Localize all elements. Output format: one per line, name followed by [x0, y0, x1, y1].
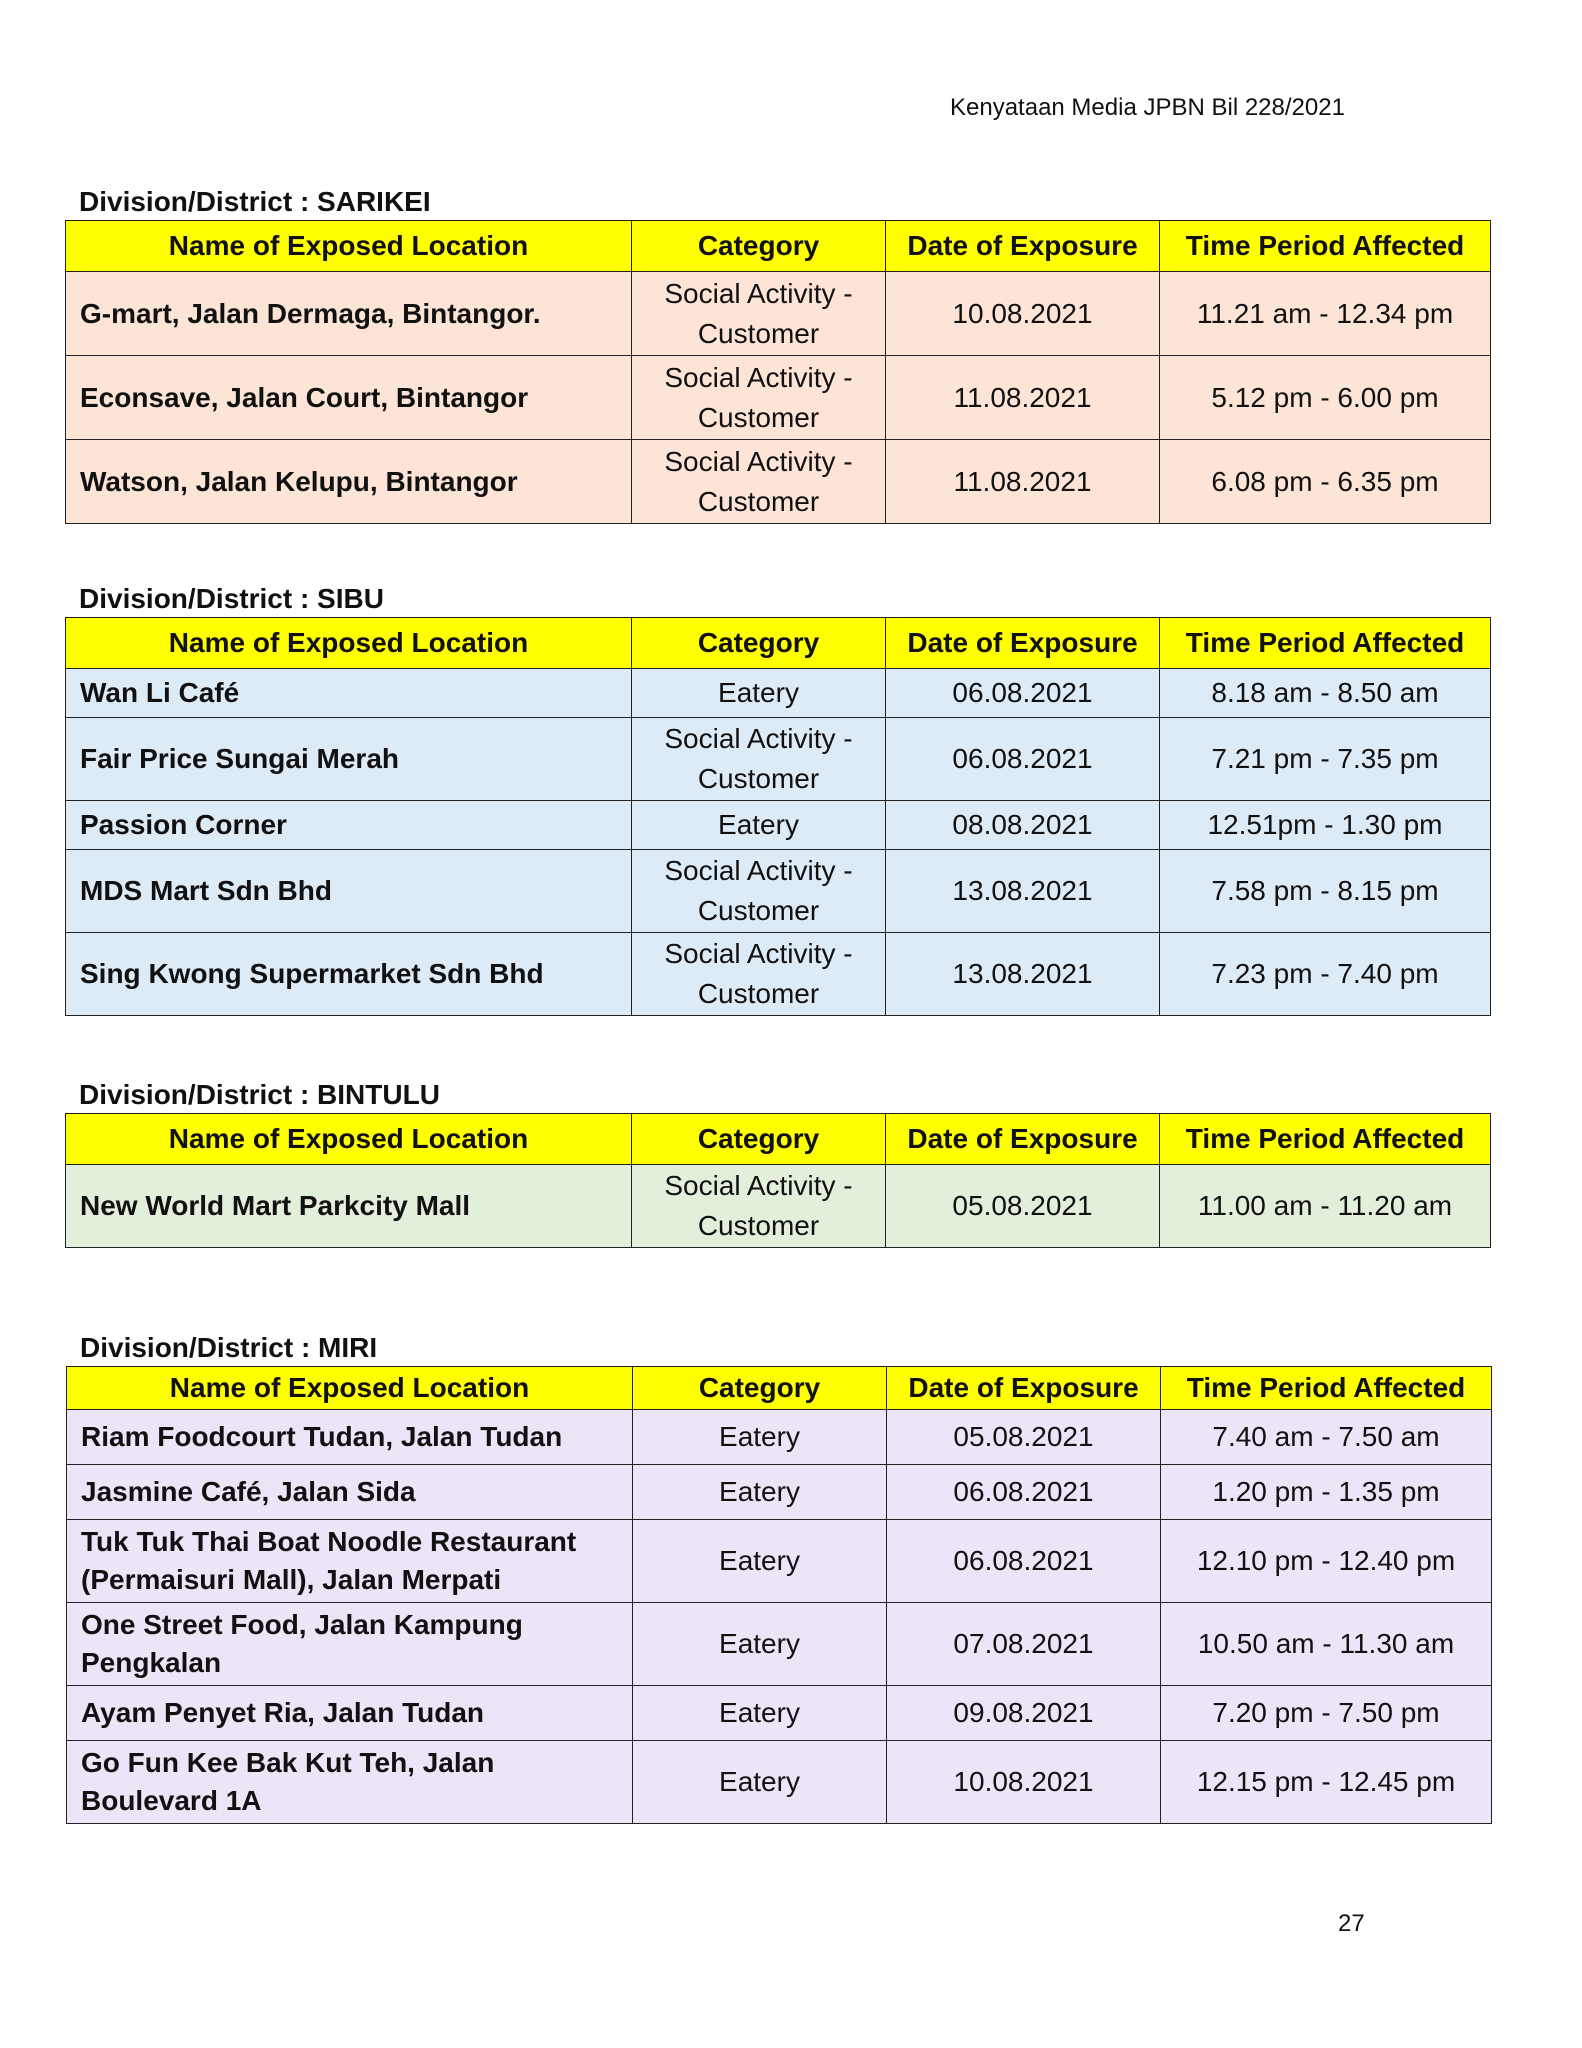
- category-cell: Eatery: [633, 1410, 887, 1465]
- column-header-category: Category: [632, 618, 886, 669]
- exposure-table: [65, 1113, 1491, 1248]
- time-cell: 7.21 pm - 7.35 pm: [1160, 718, 1491, 801]
- location-cell: Wan Li Café: [66, 669, 632, 718]
- column-header-location: Name of Exposed Location: [67, 1367, 633, 1410]
- category-cell: Eatery: [633, 1465, 887, 1520]
- location-cell: Watson, Jalan Kelupu, Bintangor: [66, 440, 632, 524]
- section-sibu: [65, 581, 1490, 1016]
- time-cell: 1.20 pm - 1.35 pm: [1161, 1465, 1492, 1520]
- column-header-category: Category: [632, 1114, 886, 1165]
- section-title: Division/District : SARIKEI: [79, 186, 431, 217]
- category-cell: Social Activity - Customer: [632, 356, 886, 440]
- table-header-row: [66, 618, 1491, 669]
- date-cell: 06.08.2021: [887, 1465, 1161, 1520]
- date-cell: 07.08.2021: [887, 1603, 1161, 1686]
- location-cell: Go Fun Kee Bak Kut Teh, Jalan Boulevard 1A: [67, 1741, 633, 1824]
- time-cell: 7.20 pm - 7.50 pm: [1161, 1686, 1492, 1741]
- category-cell: Social Activity - Customer: [632, 272, 886, 356]
- section-title: Division/District : BINTULU: [79, 1079, 440, 1110]
- location-cell: MDS Mart Sdn Bhd: [66, 850, 632, 933]
- location-cell: Jasmine Café, Jalan Sida: [67, 1465, 633, 1520]
- date-cell: 09.08.2021: [887, 1686, 1161, 1741]
- time-cell: 11.21 am - 12.34 pm: [1160, 272, 1491, 356]
- column-header-location: Name of Exposed Location: [66, 1114, 632, 1165]
- category-cell: Social Activity - Customer: [632, 933, 886, 1016]
- table-row: [66, 440, 1491, 524]
- table-row: [67, 1520, 1492, 1603]
- date-cell: 13.08.2021: [886, 850, 1160, 933]
- location-cell: Fair Price Sungai Merah: [66, 718, 632, 801]
- section-title: Division/District : SIBU: [79, 583, 384, 614]
- location-cell: G-mart, Jalan Dermaga, Bintangor.: [66, 272, 632, 356]
- location-cell: Riam Foodcourt Tudan, Jalan Tudan: [67, 1410, 633, 1465]
- time-cell: 12.51pm - 1.30 pm: [1160, 801, 1491, 850]
- category-cell: Eatery: [633, 1603, 887, 1686]
- column-header-time: Time Period Affected: [1160, 221, 1491, 272]
- category-cell: Social Activity - Customer: [632, 850, 886, 933]
- table-row: [67, 1410, 1492, 1465]
- category-cell: Eatery: [633, 1686, 887, 1741]
- date-cell: 11.08.2021: [886, 440, 1160, 524]
- date-cell: 10.08.2021: [886, 272, 1160, 356]
- exposure-table: [66, 1366, 1492, 1824]
- table-row: [67, 1465, 1492, 1520]
- column-header-date: Date of Exposure: [887, 1367, 1161, 1410]
- column-header-date: Date of Exposure: [886, 1114, 1160, 1165]
- time-cell: 6.08 pm - 6.35 pm: [1160, 440, 1491, 524]
- category-cell: Social Activity - Customer: [632, 440, 886, 524]
- date-cell: 05.08.2021: [886, 1165, 1160, 1248]
- column-header-date: Date of Exposure: [886, 221, 1160, 272]
- location-cell: Passion Corner: [66, 801, 632, 850]
- exposure-table: [65, 220, 1491, 524]
- date-cell: 10.08.2021: [887, 1741, 1161, 1824]
- table-header-row: [66, 1114, 1491, 1165]
- table-row: [66, 1165, 1491, 1248]
- page-number: 27: [1338, 1910, 1365, 1937]
- category-cell: Eatery: [632, 669, 886, 718]
- location-cell: Tuk Tuk Thai Boat Noodle Restaurant (Permaisuri Mall), Jalan Merpati: [67, 1520, 633, 1603]
- location-cell: New World Mart Parkcity Mall: [66, 1165, 632, 1248]
- category-cell: Eatery: [633, 1520, 887, 1603]
- column-header-time: Time Period Affected: [1161, 1367, 1492, 1410]
- table-row: [67, 1686, 1492, 1741]
- table-row: [66, 718, 1491, 801]
- location-cell: Econsave, Jalan Court, Bintangor: [66, 356, 632, 440]
- date-cell: 05.08.2021: [887, 1410, 1161, 1465]
- time-cell: 12.10 pm - 12.40 pm: [1161, 1520, 1492, 1603]
- column-header-category: Category: [633, 1367, 887, 1410]
- exposure-table: [65, 617, 1491, 1016]
- column-header-time: Time Period Affected: [1160, 1114, 1491, 1165]
- date-cell: 08.08.2021: [886, 801, 1160, 850]
- time-cell: 7.40 am - 7.50 am: [1161, 1410, 1492, 1465]
- time-cell: 11.00 am - 11.20 am: [1160, 1165, 1491, 1248]
- location-cell: Ayam Penyet Ria, Jalan Tudan: [67, 1686, 633, 1741]
- table-header-row: [67, 1367, 1492, 1410]
- column-header-time: Time Period Affected: [1160, 618, 1491, 669]
- category-cell: Social Activity - Customer: [632, 1165, 886, 1248]
- date-cell: 06.08.2021: [886, 669, 1160, 718]
- section-title: Division/District : MIRI: [80, 1332, 378, 1363]
- time-cell: 8.18 am - 8.50 am: [1160, 669, 1491, 718]
- table-row: [66, 669, 1491, 718]
- column-header-category: Category: [632, 221, 886, 272]
- time-cell: 10.50 am - 11.30 am: [1161, 1603, 1492, 1686]
- table-row: [66, 356, 1491, 440]
- document-reference: Kenyataan Media JPBN Bil 228/2021: [950, 94, 1345, 121]
- time-cell: 7.23 pm - 7.40 pm: [1160, 933, 1491, 1016]
- category-cell: Eatery: [632, 801, 886, 850]
- column-header-date: Date of Exposure: [886, 618, 1160, 669]
- table-row: [66, 801, 1491, 850]
- category-cell: Eatery: [633, 1741, 887, 1824]
- table-row: [66, 850, 1491, 933]
- table-row: [66, 272, 1491, 356]
- column-header-location: Name of Exposed Location: [66, 618, 632, 669]
- date-cell: 06.08.2021: [887, 1520, 1161, 1603]
- table-header-row: [66, 221, 1491, 272]
- column-header-location: Name of Exposed Location: [66, 221, 632, 272]
- date-cell: 06.08.2021: [886, 718, 1160, 801]
- time-cell: 12.15 pm - 12.45 pm: [1161, 1741, 1492, 1824]
- category-cell: Social Activity - Customer: [632, 718, 886, 801]
- table-row: [67, 1741, 1492, 1824]
- section-sarikei: [65, 184, 1490, 524]
- section-miri: [66, 1330, 1491, 1824]
- table-row: [67, 1603, 1492, 1686]
- location-cell: Sing Kwong Supermarket Sdn Bhd: [66, 933, 632, 1016]
- date-cell: 13.08.2021: [886, 933, 1160, 1016]
- time-cell: 7.58 pm - 8.15 pm: [1160, 850, 1491, 933]
- table-row: [66, 933, 1491, 1016]
- location-cell: One Street Food, Jalan Kampung Pengkalan: [67, 1603, 633, 1686]
- time-cell: 5.12 pm - 6.00 pm: [1160, 356, 1491, 440]
- section-bintulu: [65, 1077, 1490, 1248]
- date-cell: 11.08.2021: [886, 356, 1160, 440]
